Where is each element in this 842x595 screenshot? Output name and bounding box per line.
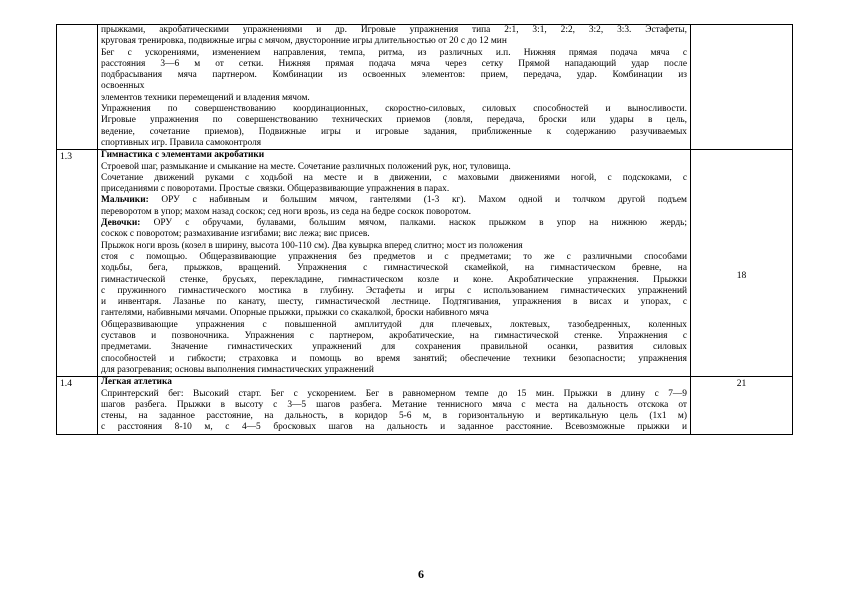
content-line: для разогревания; основы выполнения гимнастических упражнений [101,364,374,375]
group-label: Девочки: [101,218,141,229]
content-line [101,218,687,229]
content-line: спортивных игр. Правила самоконтроля [101,137,262,148]
hours-value: 21 [736,378,747,390]
content-line: Бег с ускорениями, изменением направления, темпа, ритма, из различных и.п. Нижняя прямая подача мяча с [101,47,687,58]
section-content [98,25,691,150]
content-line: ведение, сочетание приемов), Подвижные игры и игровые задания, приближенные к содержанию разучиваемых [101,126,687,137]
content-line: гантелями, набивными мячами. Опорные прыжки, прыжки со скакалкой, броски набивного мяча [101,308,489,319]
table-row [57,25,793,150]
content-line: подбрасывания мяча партнером. Комбинации из освоенных элементов: прием, передача, удар. Комбинации из [101,70,687,81]
content-line: Сочетание движений руками с ходьбой на месте и в движении, с маховыми движениями ногой, с подскоками, с [101,172,687,183]
content-line: элементов техники перемещений и владения мячом. [101,92,310,103]
content-line: Спринтерский бег: Высокий старт. Бег с ускорением. Бег в равномерном темпе до 15 мин. Прыжки в длину с 7—9 [101,388,687,399]
content-line: Упражнения по совершенствованию координационных, скоростно-силовых, силовых способностей и выносливости. [101,104,687,115]
table-row [57,150,793,377]
hours-cell [691,25,793,150]
section-content [98,150,691,377]
content-line: стоя с помощью. Общеразвивающие упражнения без предметов и с предметами; то же с различными способами [101,251,687,262]
content-line: с пружинного гимнастического мостика в глубину. Эстафеты и игры с использованием гимнастических упражнений [101,285,687,296]
page-number: 6 [418,567,424,581]
content-line: Игровые упражнения по совершенствованию технических приемов (ловля, передача, броски или удары в цель, [101,115,687,126]
section-title: Легкая атлетика [101,377,172,388]
hours-cell [691,377,793,434]
content-line: ходьбы, бега, прыжков, вращений. Упражнения с гимнастической скамейкой, на гимнастическом бревне, на [101,263,687,274]
program-table [56,24,793,435]
content-line: приседаниями с поворотами. Простые связки. Общеразвивающие упражнения в парах. [101,184,450,195]
hours-cell [691,150,793,377]
group-label: Мальчики: [101,195,149,206]
content-line: круговая тренировка, подвижные игры с мячом, двусторонние игры длительностью от 20 с до 12 мин [101,36,507,47]
content-line: освоенных [101,81,145,92]
section-content [98,377,691,434]
content-line: расстояния 3—6 м от сетки. Нижняя прямая подача мяча через сетку Прямой нападающий удар после [101,58,687,69]
content-line: прыжками, акробатическими упражнениями и др. Игровые упражнения типа 2:1, 3:1, 2:2, 3:2, 3:3. Эстафеты, [101,25,687,35]
content-line: с расстояния 8-10 м, с 4—5 бросковых шагов на дальность и заданное расстояние. Всевозможные прыжки и [101,422,687,433]
content-line: и инвентаря. Лазанье по канату, шесту, гимнастической лестнице. Подтягивания, упражнения в висах и упорах, с [101,297,687,308]
content-line: соскок с поворотом; размахивание изгибами; вис лежа; вис присев. [101,229,370,240]
hours-value: 18 [736,270,747,282]
content-line: шагов разбега. Прыжки в высоту с 3—5 шагов разбега. Метание теннисного мяча с места на дальность отскока от [101,399,687,410]
content-line: гимнастической стенке, брусьях, перекладине, гимнастическом козле и коне. Акробатические упражнения. Прыжки [101,274,687,285]
content-line: стены, на заданное расстояние, на дальность, в коридор 5-6 м, в горизонтальную и вертикальную цель (1х1 м) [101,411,687,422]
content-line: способностей и гибкости; страховка и помощь во время занятий; обеспечение техники безопасности; упражнения [101,353,687,364]
table-row [57,377,793,434]
section-number: 1.4 [57,377,98,434]
content-line: Общеразвивающие упражнения с повышенной амплитудой для плечевых, локтевых, тазобедренных, коленных [101,319,687,330]
section-number [57,25,98,150]
section-title: Гимнастика с элементами акробатики [101,150,265,161]
content-line [101,195,687,206]
content-line: суставов и позвоночника. Упражнения с партнером, акробатические, на гимнастической стенке. Упражнения с [101,331,687,342]
content-line: Строевой шаг, размыкание и смыкание на месте. Сочетание различных положений рук, ног, туловища. [101,161,511,172]
section-number: 1.3 [57,150,98,377]
content-line: Прыжок ноги врозь (козел в ширину, высота 100-110 см). Два кувырка вперед слитно; мост из положения [101,240,523,251]
content-line: переворотом в упор; махом назад соскок; сед ноги врозь, из седа на бедре соскок поворотом. [101,206,471,217]
content-line: предметами. Значение гимнастических упражнений для сохранения правильной осанки, развития силовых [101,342,687,353]
program-table-body [57,25,793,435]
line-text: ОРУ с обручами, булавами, большим мячом, палками. наскок прыжком в упор на нижнюю жердь; [140,218,687,229]
line-text: ОРУ с набивным и большим мячом, гантелями (1-3 кг). Махом одной и толчком другой подъем [148,195,687,206]
